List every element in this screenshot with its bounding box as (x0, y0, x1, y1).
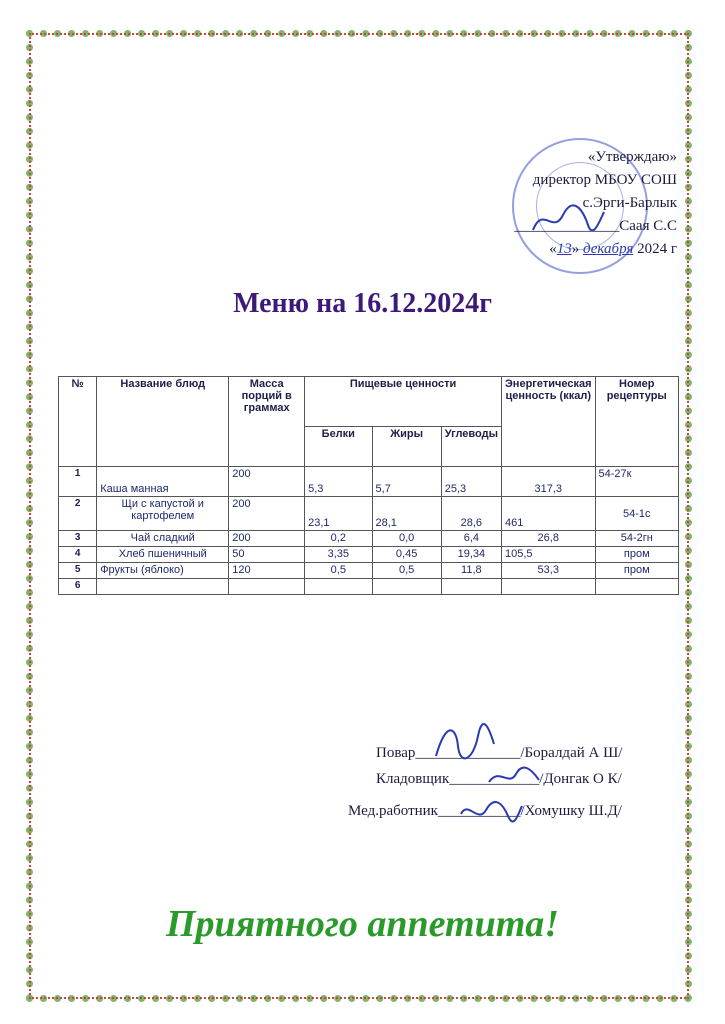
header-recipe: Номер рецептуры (595, 377, 678, 467)
table-row: 3 Чай сладкий 200 0,2 0,0 6,4 26,8 54-2гн (59, 531, 679, 547)
approval-line1: «Утверждаю» (587, 149, 677, 165)
approval-date: «13» декабря 2024 г (549, 241, 677, 257)
approval-line4: ______________Саая С.С (514, 218, 677, 234)
header-dish: Название блюд (97, 377, 229, 467)
cook-signature-row: Повар______________/Боралдай А Ш/ (376, 745, 623, 761)
header-nutrition: Пищевые ценности (305, 377, 502, 427)
approval-line2: директор МБОУ СОШ (532, 172, 677, 188)
table-row: 4 Хлеб пшеничный 50 3,35 0,45 19,34 105,5 пром (59, 547, 679, 563)
storekeeper-signature-row: Кладовщик____________/Донгак О К/ (376, 771, 622, 787)
table-row: 2 Щи с капустой и картофелем 200 23,1 28,1 28,6 461 54-1с (59, 497, 679, 531)
table-row: 6 (59, 579, 679, 595)
header-fat: Жиры (372, 427, 441, 467)
header-energy: Энергетическая ценность (ккал) (501, 377, 595, 467)
header-mass: Масса порций в граммах (229, 377, 305, 467)
approval-line3: с.Эрги-Барлык (582, 195, 677, 211)
header-no: № (59, 377, 97, 467)
header-protein: Белки (305, 427, 372, 467)
director-signature (528, 200, 608, 240)
header-carbs: Углеводы (441, 427, 501, 467)
medic-signature-row: Мед.работник___________/Хомушку Ш.Д/ (348, 803, 622, 819)
footer-greeting: Приятного аппетита! (165, 903, 560, 945)
table-row: 1 Каша манная 200 5,3 5,7 25,3 317,3 54-27к (59, 467, 679, 497)
table-row: 5 Фрукты (яблоко) 120 0,5 0,5 11,8 53,3 пром (59, 563, 679, 579)
medic-signature (456, 796, 526, 828)
cook-signature (428, 716, 498, 766)
menu-table (58, 376, 679, 595)
storekeeper-signature (484, 762, 544, 792)
page-title: Меню на 16.12.2024г (233, 288, 492, 319)
